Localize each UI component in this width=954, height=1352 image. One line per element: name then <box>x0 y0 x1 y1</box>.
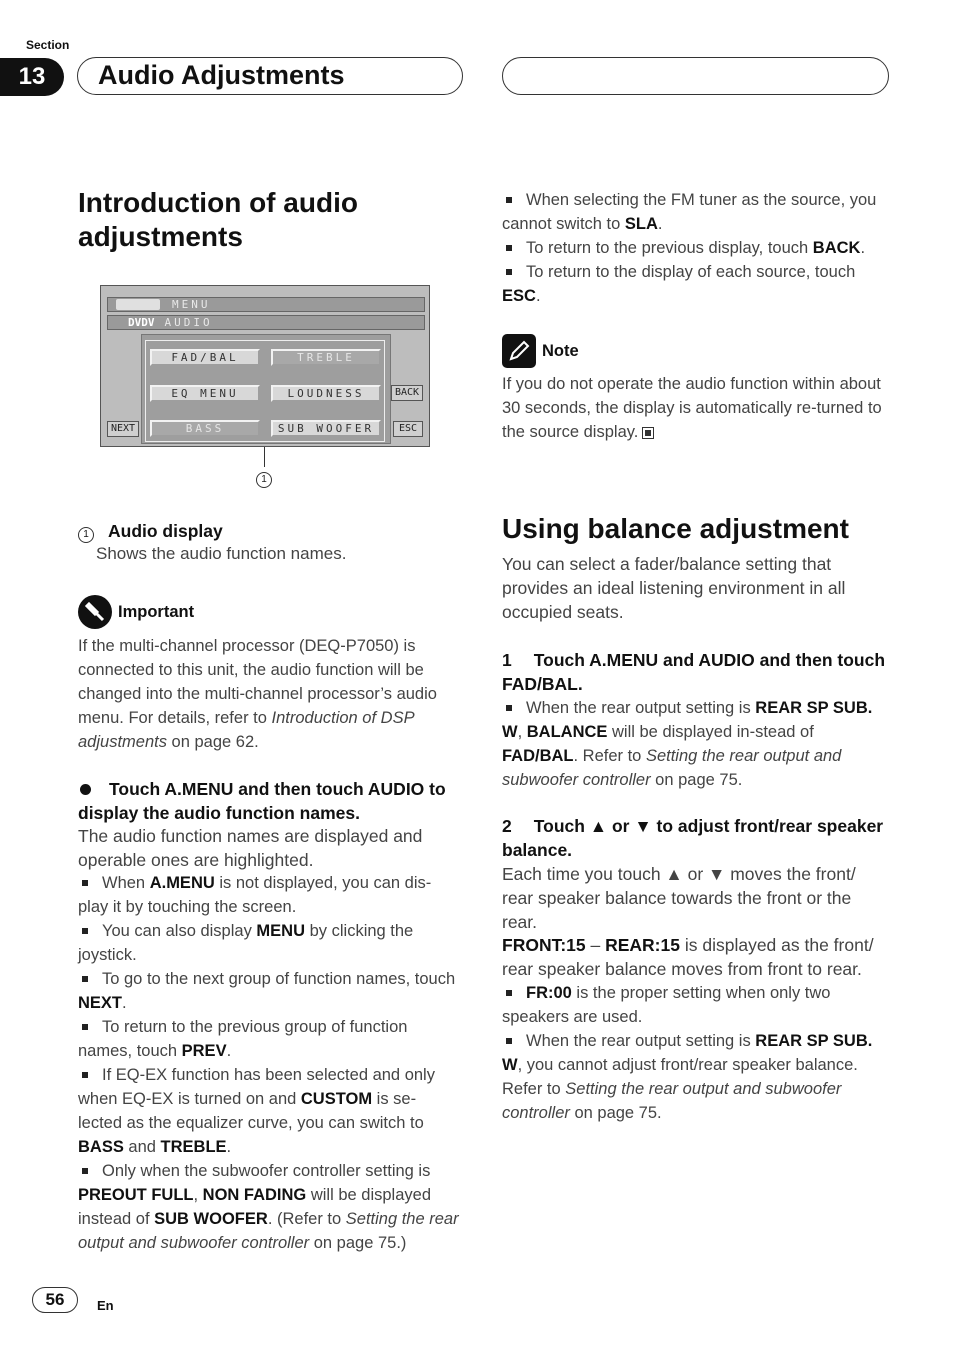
note-line: To go to the next group of function names, touch NEXT. <box>78 970 456 1012</box>
note-line: To return to the previous group of function names, touch PREV. <box>78 1018 408 1060</box>
callout-line <box>264 447 265 467</box>
balance-step-2 <box>502 814 888 862</box>
note-line: When the rear output setting is REAR SP SUB. W, BALANCE will be displayed in-stead of FAD/BAL. Refer to Setting the rear output and subwoofer controller on page 75. <box>502 699 873 789</box>
wrench-icon <box>78 595 112 629</box>
important-text <box>78 634 458 754</box>
important-text-italic: Introduction of DSP adjustments <box>78 709 414 751</box>
blank-title-frame <box>502 57 889 95</box>
intro-step <box>78 777 458 825</box>
treble-button[interactable]: TREBLE <box>271 349 381 366</box>
step-title: Touch A.MENU and AUDIO and then touch FAD/BAL. <box>502 650 886 694</box>
item-number: 1 <box>78 527 94 543</box>
disc-icon <box>116 299 160 310</box>
menu-bar <box>107 297 425 312</box>
item-description: Shows the audio function names. <box>96 544 347 563</box>
step2-notes <box>502 981 890 1125</box>
back-button[interactable]: BACK <box>391 385 423 401</box>
end-mark-icon <box>642 427 654 439</box>
note-body: If you do not operate the audio function within about 30 seconds, the display is automatically re-turned to the source display. <box>502 375 882 441</box>
note-line: To return to the display of each source, touch ESC. <box>502 263 856 305</box>
item-title: Audio display <box>108 521 223 541</box>
balance-step-1 <box>502 648 888 696</box>
callout-marker <box>256 469 272 488</box>
menu-label: MENU <box>172 298 211 311</box>
section-number-badge: 13 <box>0 58 64 96</box>
note-line: When selecting the FM tuner as the source, you cannot switch to SLA. <box>502 191 877 233</box>
bass-button[interactable]: BASS <box>150 420 260 437</box>
step1-notes <box>502 696 890 792</box>
audio-label: AUDIO <box>164 316 213 329</box>
language-label: En <box>97 1298 114 1313</box>
audio-display-item <box>78 519 223 543</box>
important-text-part: If the multi-channel processor (DEQ-P7050) is connected to this unit, the audio function will be changed into the multi-channel processor’s audio menu. For details, refer to <box>78 637 437 727</box>
note-line: When A.MENU is not displayed, you can dis-play it by touching the screen. <box>78 874 432 916</box>
balance-heading: Using balance adjustment <box>502 513 849 544</box>
next-button[interactable]: NEXT <box>107 421 139 437</box>
step2-details <box>502 933 892 981</box>
note-line: To return to the previous display, touch BACK. <box>502 236 890 260</box>
note-line: Only when the subwoofer controller setting is PREOUT FULL, NON FADING will be displayed instead of SUB WOOFER. (Refer to Setting the rear output and subwoofer controller on page 75.) <box>78 1162 459 1252</box>
step-number: 2 <box>502 816 512 836</box>
page-number: 56 <box>32 1287 78 1313</box>
note-text <box>502 372 888 444</box>
intro-step-desc: The audio function names are displayed and operable ones are highlighted. <box>78 826 423 870</box>
step-number: 1 <box>502 650 512 670</box>
source-label: DVDV <box>128 316 155 329</box>
intro-step-title: Touch A.MENU and then touch AUDIO to display the audio function names. <box>78 779 446 823</box>
esc-button[interactable]: ESC <box>393 421 423 437</box>
pencil-icon <box>502 334 536 368</box>
loudness-button[interactable]: LOUDNESS <box>271 385 381 402</box>
bullet-dot-icon <box>80 784 91 795</box>
note-line: When the rear output setting is REAR SP SUB. W, you cannot adjust front/rear speaker balance. Refer to Setting the rear output and subwoofer controller on page 75. <box>502 1032 873 1122</box>
important-text-tail: on page 62. <box>166 733 259 751</box>
note-header <box>502 334 579 368</box>
intro-heading: Introduction of audio adjustments <box>78 187 358 252</box>
callout-number: 1 <box>256 472 272 488</box>
balance-intro: You can select a fader/balance setting that provides an ideal listening environment in all occupied seats. <box>502 554 846 622</box>
step2-desc: Each time you touch ▲ or ▼ moves the front/ rear speaker balance towards the front or the rear. <box>502 864 856 932</box>
step-title: Touch ▲ or ▼ to adjust front/rear speaker balance. <box>502 816 884 860</box>
note-label: Note <box>542 341 579 360</box>
eq-menu-button[interactable]: EQ MENU <box>150 385 260 402</box>
chapter-title: Audio Adjustments <box>98 60 345 90</box>
highlight-frame <box>145 340 385 442</box>
fad-bal-button[interactable]: FAD/BAL <box>150 349 260 366</box>
important-header <box>78 595 194 629</box>
audio-display-screenshot <box>100 285 430 447</box>
balance-range-text: FRONT:15 – REAR:15 is displayed as the front/ rear speaker balance moves from front to rear. <box>502 935 874 979</box>
section-label: Section <box>26 38 70 52</box>
note-line: You can also display MENU by clicking the joystick. <box>78 922 414 964</box>
audio-bar <box>107 315 425 330</box>
right-top-notes <box>502 188 890 308</box>
intro-notes <box>78 871 460 1255</box>
sub-woofer-button[interactable]: SUB WOOFER <box>271 420 381 437</box>
note-line: If EQ-EX function has been selected and only when EQ-EX is turned on and CUSTOM is se-lected as the equalizer curve, you can switch to BASS and TREBLE. <box>78 1066 435 1156</box>
note-line: FR:00 is the proper setting when only two speakers are used. <box>502 984 831 1026</box>
important-label: Important <box>118 602 195 621</box>
